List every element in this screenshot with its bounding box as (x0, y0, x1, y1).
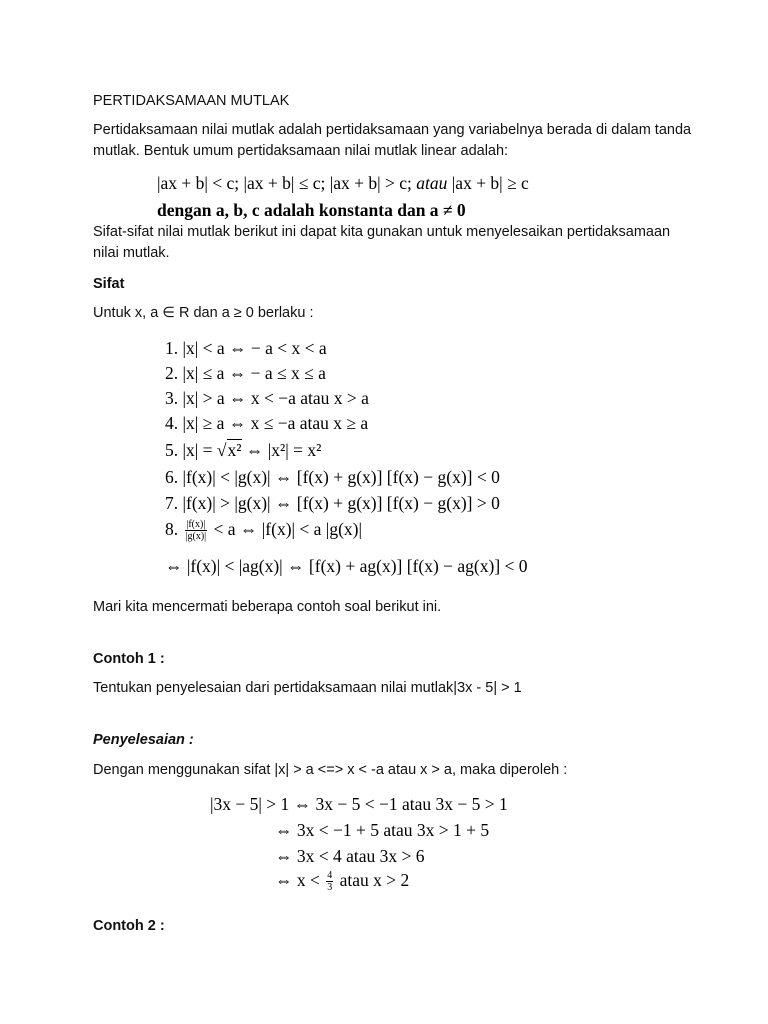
solution-step-4-fraction (326, 870, 333, 893)
property-8-denominator: |g(x)| (185, 531, 207, 543)
property-2: 2. |x| ≤ a ⇔ − a ≤ x ≤ a (165, 363, 326, 383)
example-1-heading: Contoh 1 : (93, 651, 165, 667)
example-1-question: Tentukan penyelesaian dari pertidaksamaan nilai mutlak|3x - 5| > 1 (93, 680, 522, 696)
property-8-equivalence: ⇔ |f(x)| < |ag(x)| ⇔ [f(x) + ag(x)] [f(x) − ag(x)] < 0 (165, 556, 528, 576)
properties-heading: Sifat (93, 276, 125, 292)
property-8-rest: < a ⇔ |f(x)| < a |g(x)| (209, 519, 362, 539)
property-8-prefix: 8. (165, 519, 179, 539)
properties-intro: Sifat-sifat nilai mutlak berikut ini dapat kita gunakan untuk menyelesaikan pertidaksamaan nilai mutlak. (93, 224, 671, 261)
examples-intro: Mari kita mencermati beberapa contoh soal berikut ini. (93, 599, 442, 615)
property-6: 6. |f(x)| < |g(x)| ⇔ [f(x) + g(x)] [f(x) − g(x)] < 0 (165, 467, 500, 487)
solution-step-2: ⇔ 3x < −1 + 5 atau 3x > 1 + 5 (275, 820, 490, 840)
solution-step-4-numerator: 4 (327, 870, 333, 882)
solution-heading: Penyelesaian : (93, 732, 194, 748)
general-forms-formula (157, 173, 529, 194)
property-3: 3. |x| > a ⇔ x < −a atau x > a (165, 388, 369, 408)
property-1: 1. |x| < a ⇔ − a < x < a (165, 338, 327, 358)
general-forms-main: |ax + b| < c; |ax + b| ≤ c; |ax + b| > c; (157, 173, 412, 193)
solution-step-3: ⇔ 3x < 4 atau 3x > 6 (275, 846, 425, 866)
solution-step-4 (275, 870, 409, 893)
property-8-fraction (185, 519, 208, 542)
property-4: 4. |x| ≥ a ⇔ x ≤ −a atau x ≥ a (165, 413, 369, 433)
property-5: 5. |x| = √x² ⇔ |x²| = x² (165, 440, 322, 460)
solution-text: Dengan menggunakan sifat |x| > a <=> x < -a atau x > a, maka diperoleh : (93, 762, 568, 778)
property-8 (165, 519, 362, 542)
constants-note: dengan a, b, c adalah konstanta dan a ≠ 0 (157, 200, 466, 220)
property-8-numerator: |f(x)| (186, 519, 206, 531)
solution-step-4-suffix: atau x > 2 (335, 870, 410, 890)
property-5-left: 5. |x| = (165, 440, 217, 460)
general-forms-last: |ax + b| ≥ c (451, 173, 529, 193)
property-5-right: ⇔ |x²| = x² (241, 440, 322, 460)
intro-paragraph: Pertidaksamaan nilai mutlak adalah pertidaksamaan yang variabelnya berada di dalam tanda mutlak. Bentuk umum pertidaksamaan nilai mutlak linear adalah: (93, 122, 692, 159)
solution-step-4-prefix: ⇔ x < (275, 870, 325, 890)
general-forms-or: atau (416, 173, 448, 193)
document-title: PERTIDAKSAMAAN MUTLAK (93, 93, 290, 109)
properties-condition: Untuk x, a ∈ R dan a ≥ 0 berlaku : (93, 305, 314, 321)
solution-step-1: |3x − 5| > 1 ⇔ 3x − 5 < −1 atau 3x − 5 > 1 (210, 794, 508, 814)
solution-step-4-denominator: 3 (327, 882, 333, 894)
property-5-sqrt: x² (227, 440, 242, 460)
example-2-heading: Contoh 2 : (93, 918, 165, 934)
property-7: 7. |f(x)| > |g(x)| ⇔ [f(x) + g(x)] [f(x) − g(x)] > 0 (165, 493, 500, 513)
